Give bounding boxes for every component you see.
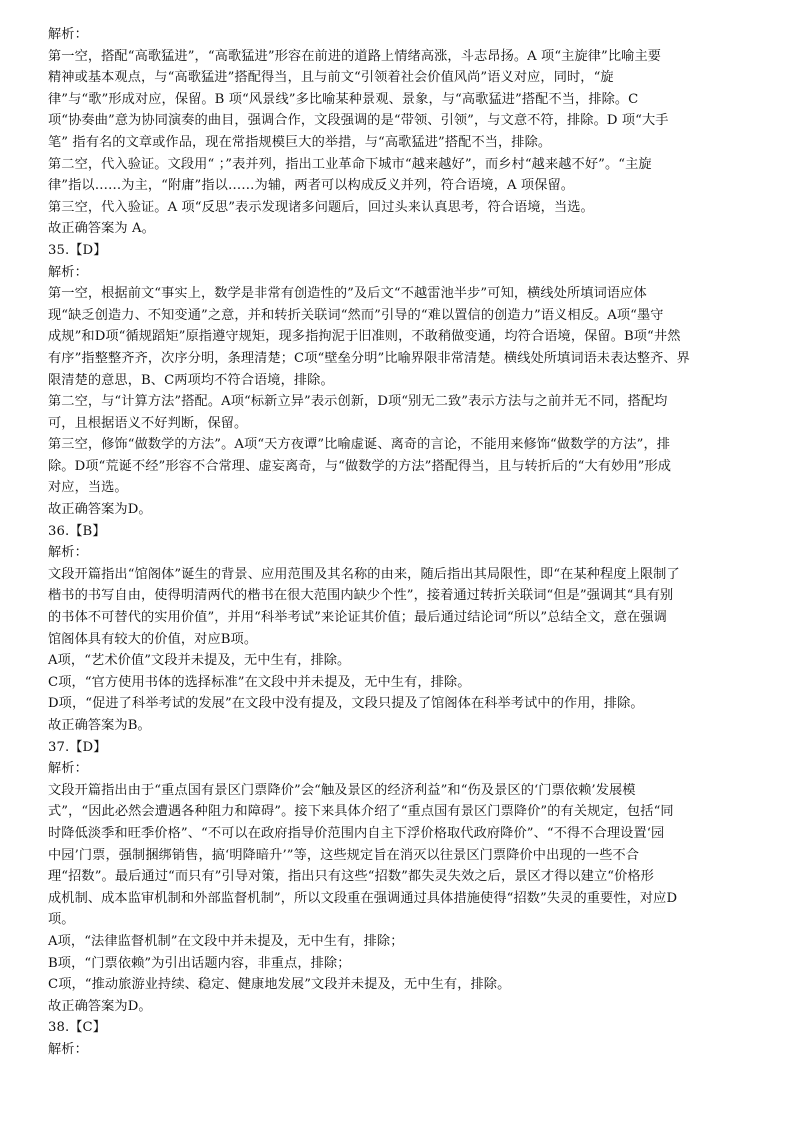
text-line: 第二空，代入验证。文段用“ ；”表并列，指出工业革命下城市“越来越好”，而乡村“越来越不好”。“主旋: [48, 156, 652, 172]
text-line: A项，“法律监督机制”在文段中并未提及，无中生有，排除；: [48, 933, 404, 949]
text-line: 故正确答案为B。: [48, 718, 151, 733]
text-line: 理“招数”。最后通过“而只有”引导对策，指出只有这些“招数”都失灵失效之后，景区才得以建立“价格形: [48, 869, 654, 885]
text-line: 馆阁体具有较大的价值，对应B项。: [48, 631, 258, 647]
text-line: 第一空，根据前文“事实上，数学是非常有创造性的”及后文“不越雷池半步”可知，横线处所填词语应体: [48, 286, 647, 302]
text-line: A项，“艺术价值”文段并未提及，无中生有，排除。: [48, 653, 351, 669]
document-page: [48, 24, 763, 1061]
text-line: 第三空，修饰“做数学的方法”。A项“天方夜谭”比喻虚诞、离奇的言论，不能用来修饰“做数学的方法”，排: [48, 437, 671, 453]
text-line: 对应，当选。: [48, 480, 128, 496]
text-line: 解析：: [48, 1041, 88, 1057]
text-line: 笔” 指有名的文章或作品，现在常指规模巨大的举措，与“高歌猛进”搭配不当，排除。: [48, 134, 552, 150]
text-line: 项“协奏曲”意为协同演奏的曲目，强调合作，文段强调的是“带领、引领”，与文意不符，排除。D 项“大手: [48, 113, 669, 129]
text-line: 36.【B】: [48, 523, 106, 539]
text-line: 第一空，搭配“高歌猛进”，“高歌猛进”形容在前进的道路上情绪高涨，斗志昂扬。A 项“主旋律”比喻主要: [48, 48, 662, 64]
text-line: 的书体不可替代的实用价值”，并用“科举考试”来论证其价值；最后通过结论词“所以”总结全文，意在强调: [48, 610, 667, 626]
text-line: 解析：: [48, 264, 88, 280]
text-line: 文段开篇指出由于“重点国有景区门票降价”会“触及景区的经济利益”和“伤及景区的‘门票依赖’发展模: [48, 782, 636, 798]
text-line: 解析：: [48, 761, 88, 777]
text-line: 成机制、成本监审机制和外部监督机制”，所以文段重在强调通过具体措施使得“招数”失灵的重要性，对应D: [48, 890, 678, 906]
text-line: 38.【C】: [48, 1020, 107, 1036]
text-line: 第三空，代入验证。A 项“反思”表示发现诸多问题后，回过头来认真思考，符合语境，当选。: [48, 199, 594, 215]
text-line: 式”，“因此必然会遭遇各种阻力和障碍”。接下来具体介绍了“重点国有景区门票降价”的有关规定，包括“同: [48, 804, 674, 820]
text-line: 项。: [48, 912, 75, 928]
text-line: 故正确答案为 A。: [48, 221, 155, 237]
text-line: 35.【D】: [48, 242, 107, 258]
text-line: 中园’门票，强制捆绑销售，搞‘明降暗升’”等，这些规定旨在消灭以往景区门票降价中出现的一些不合: [48, 847, 640, 863]
text-line: 故正确答案为D。: [48, 998, 152, 1014]
text-line: 第二空，与“计算方法”搭配。A项“标新立异”表示创新，D项“别无二致”表示方法与之前并无不同，搭配均: [48, 394, 668, 410]
text-line: 楷书的书写自由，使得明清两代的楷书在很大范围内缺少个性”，接着通过转折关联词“但是”强调其“具有别: [48, 588, 674, 604]
text-line: 37.【D】: [48, 739, 107, 755]
text-line: 可，且根据语义不好判断，保留。: [48, 415, 248, 431]
text-line: 限清楚的意思，B、C两项均不符合语境，排除。: [48, 372, 334, 388]
text-line: 故正确答案为D。: [48, 502, 152, 518]
text-line: 时降低淡季和旺季价格”、“不可以在政府指导价范围内自主下浮价格取代政府降价”、“不得不合理设置‘园: [48, 825, 665, 841]
text-line: C项，“推动旅游业持续、稳定、健康地发展”文段并未提及，无中生有，排除。: [48, 977, 511, 993]
text-line: 文段开篇指出“馆阁体”诞生的背景、应用范围及其名称的由来，随后指出其局限性，即“在某种程度上限制了: [48, 566, 680, 582]
text-line: C项，“官方使用书体的选择标准”在文段中并未提及，无中生有，排除。: [48, 674, 471, 690]
text-line: D项，“促进了科举考试的发展”在文段中没有提及，文段只提及了馆阁体在科举考试中的作用，排除。: [48, 696, 644, 712]
text-line: 精神或基本观点，与“高歌猛进”搭配得当，且与前文“引领着社会价值风尚”语义对应，同时，“旋: [48, 70, 614, 86]
text-line: 成规”和D项“循规蹈矩”原指遵守规矩，现多指拘泥于旧准则，不敢稍做变通，均符合语境，保留。B项“井然: [48, 329, 681, 345]
text-line: 有序”指整整齐齐，次序分明，条理清楚；C项“壁垒分明”比喻界限非常清楚。横线处所填词语未表达整齐、界: [48, 350, 690, 366]
text-line: 除。D项“荒诞不经”形容不合常理、虚妄离奇，与“做数学的方法”搭配得当，且与转折后的“大有妙用”形成: [48, 458, 672, 474]
text-line: 解析：: [48, 545, 88, 561]
text-line: 律”指以……为主，“附庸”指以……为辅，两者可以构成反义并列，符合语境，A 项保留。: [48, 178, 575, 194]
text-line: B项，“门票依赖”为引出话题内容，非重点，排除；: [48, 955, 351, 971]
text-line: 律”与“歌”形成对应，保留。B 项“风景线”多比喻某种景观、景象，与“高歌猛进”搭配不当，排除。C: [48, 91, 639, 107]
text-line: 现“缺乏创造力、不知变通”之意，并和转折关联词“然而”引导的“难以置信的创造力”语义相反。A项“墨守: [48, 307, 664, 323]
text-line: 解析：: [48, 27, 88, 42]
